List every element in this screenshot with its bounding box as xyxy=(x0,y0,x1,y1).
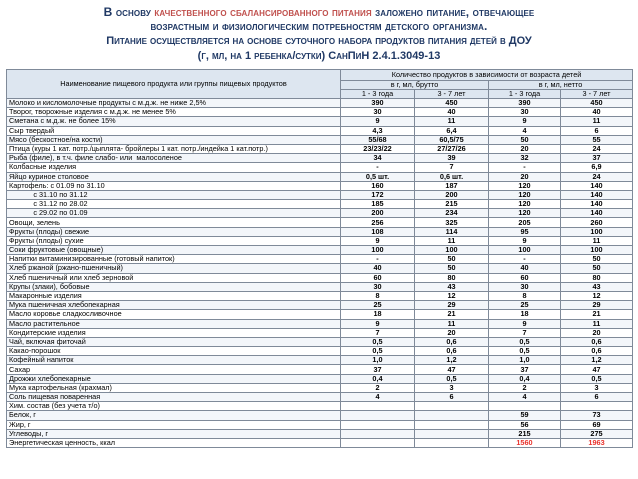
value-cell: 11 xyxy=(561,236,633,245)
value-cell: 40 xyxy=(415,108,489,117)
product-name-cell: Яйцо куриное столовое xyxy=(7,172,341,181)
table-row xyxy=(7,108,633,117)
header-product-name: Наименование пищевого продукта или группы пищевых продуктов xyxy=(7,70,341,99)
value-cell: - xyxy=(341,255,415,264)
title-line1-part-b: заложено питание, отвечающее xyxy=(371,5,535,19)
value-cell: 11 xyxy=(561,319,633,328)
value-cell: 100 xyxy=(415,246,489,255)
value-cell: 1,0 xyxy=(341,356,415,365)
value-cell: 73 xyxy=(561,411,633,420)
value-cell xyxy=(415,411,489,420)
value-cell: 9 xyxy=(489,117,561,126)
value-cell xyxy=(341,429,415,438)
table-row xyxy=(7,172,633,181)
value-cell: 3 xyxy=(561,383,633,392)
table-row xyxy=(7,99,633,108)
value-cell: 120 xyxy=(489,190,561,199)
value-cell: 1963 xyxy=(561,438,633,447)
value-cell: 9 xyxy=(489,236,561,245)
value-cell: 0,5 xyxy=(489,337,561,346)
value-cell: 114 xyxy=(415,227,489,236)
value-cell: 30 xyxy=(489,282,561,291)
value-cell: 108 xyxy=(341,227,415,236)
product-name-cell: Колбасные изделия xyxy=(7,163,341,172)
header-quantity-group: Количество продуктов в зависимости от возраста детей xyxy=(341,70,633,81)
value-cell: 7 xyxy=(489,328,561,337)
table-row xyxy=(7,301,633,310)
value-cell: 9 xyxy=(341,319,415,328)
value-cell: 6 xyxy=(561,126,633,135)
value-cell: 47 xyxy=(561,365,633,374)
value-cell: 1,0 xyxy=(489,356,561,365)
table-row xyxy=(7,328,633,337)
product-name-cell: Чай, включая фиточай xyxy=(7,337,341,346)
table-row xyxy=(7,402,633,411)
value-cell: 39 xyxy=(415,154,489,163)
title-line-2: возрастным и физиологическим потребностям детского организма. xyxy=(150,19,488,33)
value-cell: 56 xyxy=(489,420,561,429)
value-cell: 0,5 xyxy=(415,374,489,383)
table-row xyxy=(7,126,633,135)
value-cell xyxy=(341,402,415,411)
header-age-netto-1-3: 1 - 3 года xyxy=(489,90,561,99)
product-name-cell: Молоко и кисломолочные продукты с м.д.ж. не ниже 2,5% xyxy=(7,99,341,108)
table-row xyxy=(7,429,633,438)
value-cell: 43 xyxy=(561,282,633,291)
product-name-cell: Картофель: с 01.09 по 31.10 xyxy=(7,181,341,190)
table-row xyxy=(7,255,633,264)
value-cell xyxy=(341,420,415,429)
table-row xyxy=(7,218,633,227)
value-cell: 12 xyxy=(415,291,489,300)
table-row xyxy=(7,190,633,199)
title-line-3: Питание осуществляется на основе суточного набора продуктов питания детей в ДОУ xyxy=(106,35,532,47)
value-cell: - xyxy=(489,163,561,172)
table-row xyxy=(7,310,633,319)
value-cell: 256 xyxy=(341,218,415,227)
value-cell: 100 xyxy=(561,246,633,255)
product-name-cell: Жир, г xyxy=(7,420,341,429)
value-cell: 20 xyxy=(489,144,561,153)
table-row xyxy=(7,282,633,291)
value-cell: 25 xyxy=(489,301,561,310)
table-row xyxy=(7,209,633,218)
table-row xyxy=(7,365,633,374)
value-cell xyxy=(341,438,415,447)
value-cell: 4 xyxy=(489,393,561,402)
value-cell: 260 xyxy=(561,218,633,227)
value-cell xyxy=(561,402,633,411)
value-cell: 160 xyxy=(341,181,415,190)
value-cell: 80 xyxy=(415,273,489,282)
value-cell: 20 xyxy=(415,328,489,337)
product-name-cell: с 29.02 по 01.09 xyxy=(7,209,341,218)
value-cell: 205 xyxy=(489,218,561,227)
product-name-cell: Кондитерские изделия xyxy=(7,328,341,337)
value-cell: 11 xyxy=(415,319,489,328)
value-cell: 2 xyxy=(341,383,415,392)
table-row xyxy=(7,393,633,402)
value-cell: 18 xyxy=(341,310,415,319)
table-row xyxy=(7,291,633,300)
value-cell: 21 xyxy=(415,310,489,319)
value-cell: 55/68 xyxy=(341,135,415,144)
value-cell: 200 xyxy=(341,209,415,218)
value-cell: 1,2 xyxy=(561,356,633,365)
product-name-cell: Белок, г xyxy=(7,411,341,420)
product-name-cell: Масло растительное xyxy=(7,319,341,328)
product-name-cell: Сметана с м.д.ж. не более 15% xyxy=(7,117,341,126)
value-cell: 120 xyxy=(489,200,561,209)
value-cell: 60,5/75 xyxy=(415,135,489,144)
table-row xyxy=(7,411,633,420)
value-cell: 30 xyxy=(489,108,561,117)
value-cell: 0,6 xyxy=(415,337,489,346)
product-name-cell: Кофейный напиток xyxy=(7,356,341,365)
value-cell: 0,6 xyxy=(561,337,633,346)
value-cell: 0,6 xyxy=(561,347,633,356)
value-cell: 0,5 xyxy=(341,347,415,356)
value-cell: 37 xyxy=(561,154,633,163)
table-row xyxy=(7,374,633,383)
value-cell xyxy=(489,402,561,411)
table-body xyxy=(7,99,633,448)
value-cell: 140 xyxy=(561,190,633,199)
value-cell: 60 xyxy=(489,273,561,282)
value-cell: 1,2 xyxy=(415,356,489,365)
value-cell: 20 xyxy=(489,172,561,181)
value-cell: 140 xyxy=(561,200,633,209)
value-cell: 120 xyxy=(489,181,561,190)
table-row xyxy=(7,144,633,153)
value-cell: 4,3 xyxy=(341,126,415,135)
value-cell: 2 xyxy=(489,383,561,392)
value-cell: 7 xyxy=(415,163,489,172)
value-cell: 200 xyxy=(415,190,489,199)
table-row xyxy=(7,264,633,273)
value-cell: 69 xyxy=(561,420,633,429)
value-cell xyxy=(415,420,489,429)
slide-title xyxy=(28,5,610,63)
table-row xyxy=(7,117,633,126)
value-cell: 185 xyxy=(341,200,415,209)
value-cell: 30 xyxy=(341,282,415,291)
product-name-cell: Напитки витаминизированные (готовый напиток) xyxy=(7,255,341,264)
value-cell: 275 xyxy=(561,429,633,438)
title-line-4: (г, мл, на 1 ребенка/сутки) СанПиН 2.4.1.3049-13 xyxy=(197,50,441,62)
title-line1-part-a: В основу xyxy=(103,5,155,19)
table-row xyxy=(7,383,633,392)
value-cell: 29 xyxy=(415,301,489,310)
value-cell: 450 xyxy=(561,99,633,108)
value-cell xyxy=(415,438,489,447)
value-cell: 100 xyxy=(489,246,561,255)
table-row xyxy=(7,438,633,447)
value-cell: 0,5 xyxy=(341,337,415,346)
product-name-cell: Фрукты (плоды) сухие xyxy=(7,236,341,245)
product-name-cell: Соль пищевая поваренная xyxy=(7,393,341,402)
value-cell: 80 xyxy=(561,273,633,282)
value-cell: 12 xyxy=(561,291,633,300)
product-name-cell: Фрукты (плоды) свежие xyxy=(7,227,341,236)
value-cell: 11 xyxy=(415,117,489,126)
value-cell: 450 xyxy=(415,99,489,108)
table-row xyxy=(7,347,633,356)
value-cell: 0,6 шт. xyxy=(415,172,489,181)
value-cell: 29 xyxy=(561,301,633,310)
value-cell: 0,5 шт. xyxy=(341,172,415,181)
value-cell: 95 xyxy=(489,227,561,236)
value-cell: 32 xyxy=(489,154,561,163)
value-cell: 187 xyxy=(415,181,489,190)
value-cell: - xyxy=(341,163,415,172)
value-cell: 1560 xyxy=(489,438,561,447)
value-cell: 6,9 xyxy=(561,163,633,172)
table-row xyxy=(7,135,633,144)
product-name-cell: Хлеб ржаной (ржано-пшеничный) xyxy=(7,264,341,273)
product-name-cell: Мука картофельная (крахмал) xyxy=(7,383,341,392)
value-cell: 0,6 xyxy=(415,347,489,356)
value-cell: 140 xyxy=(561,209,633,218)
header-age-netto-3-7: 3 - 7 лет xyxy=(561,90,633,99)
value-cell: 120 xyxy=(489,209,561,218)
value-cell: 8 xyxy=(489,291,561,300)
value-cell: 325 xyxy=(415,218,489,227)
title-line-1 xyxy=(28,5,610,19)
value-cell: 6 xyxy=(561,393,633,402)
product-name-cell: Мясо (бескостное/на кости) xyxy=(7,135,341,144)
value-cell xyxy=(341,411,415,420)
value-cell: 0,5 xyxy=(561,374,633,383)
value-cell: 3 xyxy=(415,383,489,392)
value-cell: 140 xyxy=(561,181,633,190)
product-name-cell: Сахар xyxy=(7,365,341,374)
table-row xyxy=(7,273,633,282)
header-netto: в г, мл, нетто xyxy=(489,81,633,90)
value-cell: 7 xyxy=(341,328,415,337)
value-cell: 9 xyxy=(341,117,415,126)
product-name-cell: Макаронные изделия xyxy=(7,291,341,300)
value-cell: 215 xyxy=(489,429,561,438)
value-cell xyxy=(415,429,489,438)
value-cell: 11 xyxy=(561,117,633,126)
value-cell: 24 xyxy=(561,144,633,153)
value-cell: 390 xyxy=(341,99,415,108)
value-cell: 390 xyxy=(489,99,561,108)
product-name-cell: Птица (куры 1 кат. потр./цыплята- бройлеры 1 кат. потр./индейка 1 кат.потр.) xyxy=(7,144,341,153)
product-name-cell: Крупы (злаки), бобовые xyxy=(7,282,341,291)
value-cell: 100 xyxy=(561,227,633,236)
product-name-cell: Рыба (филе), в т.ч. филе слабо- или малосоленое xyxy=(7,154,341,163)
value-cell: 40 xyxy=(341,264,415,273)
product-name-cell: Творог, творожные изделия с м.д.ж. не менее 5% xyxy=(7,108,341,117)
value-cell: 9 xyxy=(489,319,561,328)
product-name-cell: Соки фруктовые (овощные) xyxy=(7,246,341,255)
product-name-cell: Мука пшеничная хлебопекарная xyxy=(7,301,341,310)
value-cell xyxy=(415,402,489,411)
product-name-cell: Какао-порошок xyxy=(7,347,341,356)
value-cell: 40 xyxy=(561,108,633,117)
value-cell: 30 xyxy=(341,108,415,117)
table-row xyxy=(7,319,633,328)
product-name-cell: Дрожжи хлебопекарные xyxy=(7,374,341,383)
value-cell: 8 xyxy=(341,291,415,300)
value-cell: 23/23/22 xyxy=(341,144,415,153)
table-row xyxy=(7,337,633,346)
value-cell: 47 xyxy=(415,365,489,374)
value-cell: 6 xyxy=(415,393,489,402)
value-cell: 11 xyxy=(415,236,489,245)
value-cell: 24 xyxy=(561,172,633,181)
product-name-cell: Масло коровье сладкосливочное xyxy=(7,310,341,319)
table-row xyxy=(7,246,633,255)
value-cell: 50 xyxy=(561,255,633,264)
table-row xyxy=(7,420,633,429)
table-row xyxy=(7,227,633,236)
header-age-brutto-1-3: 1 - 3 года xyxy=(341,90,415,99)
table-row xyxy=(7,163,633,172)
value-cell: 50 xyxy=(415,264,489,273)
value-cell: 50 xyxy=(415,255,489,264)
value-cell: 20 xyxy=(561,328,633,337)
product-name-cell: с 31.12 по 28.02 xyxy=(7,200,341,209)
header-age-brutto-3-7: 3 - 7 лет xyxy=(415,90,489,99)
value-cell: 55 xyxy=(561,135,633,144)
header-brutto: в г, мл, брутто xyxy=(341,81,489,90)
food-norms-table xyxy=(6,69,633,448)
value-cell: 50 xyxy=(561,264,633,273)
product-name-cell: Овощи, зелень xyxy=(7,218,341,227)
value-cell: 43 xyxy=(415,282,489,291)
value-cell: 4 xyxy=(341,393,415,402)
value-cell: 25 xyxy=(341,301,415,310)
value-cell: 50 xyxy=(489,135,561,144)
product-name-cell: Энергетическая ценность, ккал xyxy=(7,438,341,447)
table-row xyxy=(7,356,633,365)
value-cell: - xyxy=(489,255,561,264)
table-row xyxy=(7,154,633,163)
product-name-cell: Сыр твердый xyxy=(7,126,341,135)
product-name-cell: с 31.10 по 31.12 xyxy=(7,190,341,199)
value-cell: 4 xyxy=(489,126,561,135)
value-cell: 234 xyxy=(415,209,489,218)
title-highlight: качественного сбалансированного питания xyxy=(154,5,372,19)
table-row xyxy=(7,200,633,209)
value-cell: 215 xyxy=(415,200,489,209)
value-cell: 37 xyxy=(489,365,561,374)
value-cell: 27/27/26 xyxy=(415,144,489,153)
value-cell: 40 xyxy=(489,264,561,273)
value-cell: 0,5 xyxy=(489,347,561,356)
product-name-cell: Хим. состав (без учета т/о) xyxy=(7,402,341,411)
value-cell: 6,4 xyxy=(415,126,489,135)
product-name-cell: Хлеб пшеничный или хлеб зерновой xyxy=(7,273,341,282)
value-cell: 59 xyxy=(489,411,561,420)
value-cell: 9 xyxy=(341,236,415,245)
value-cell: 0,4 xyxy=(341,374,415,383)
value-cell: 34 xyxy=(341,154,415,163)
value-cell: 172 xyxy=(341,190,415,199)
value-cell: 100 xyxy=(341,246,415,255)
value-cell: 21 xyxy=(561,310,633,319)
value-cell: 18 xyxy=(489,310,561,319)
table-row xyxy=(7,181,633,190)
value-cell: 60 xyxy=(341,273,415,282)
value-cell: 37 xyxy=(341,365,415,374)
value-cell: 0,4 xyxy=(489,374,561,383)
table-row xyxy=(7,236,633,245)
product-name-cell: Углеводы, г xyxy=(7,429,341,438)
